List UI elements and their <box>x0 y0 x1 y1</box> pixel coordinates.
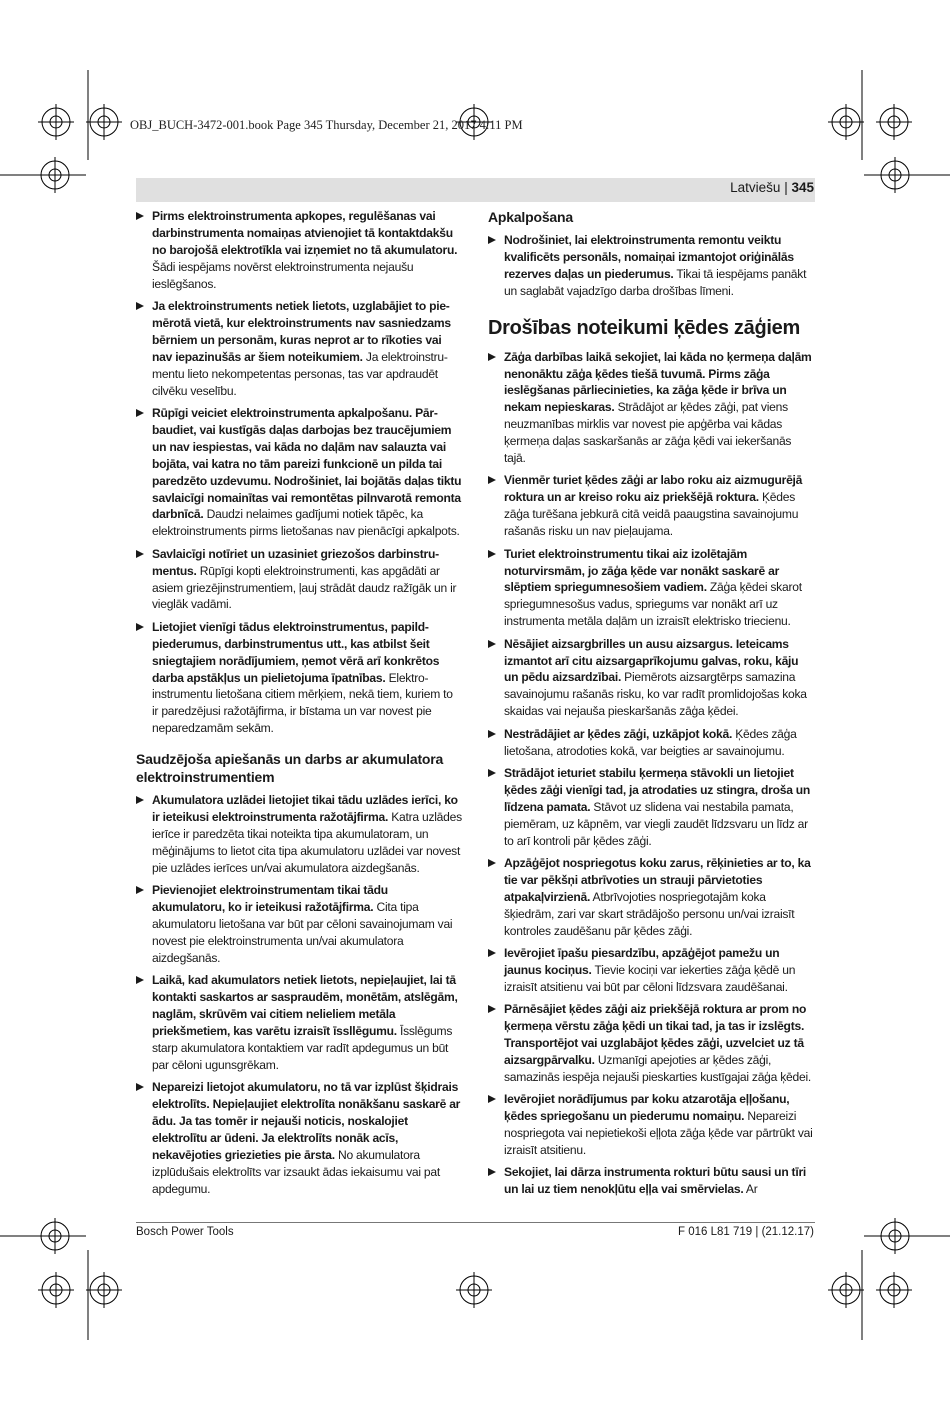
bullet-item <box>488 1091 814 1159</box>
bullet-triangle-icon <box>136 796 144 804</box>
bullet-bold-text: Nēsājiet aizsargbrilles un ausu aizsargus. Ieteicams izmantot arī citu aizsargaprīkojumu galvas, roku, kāju un pēdu aizsardzībai. <box>504 636 799 685</box>
bullet-bold-text: Nodrošiniet, lai elektroinstrumenta remontu veiktu kvalificēts personāls, nomaiņai izmantojot oriģinālās rezerves daļas un piederumus. <box>504 233 794 281</box>
bullet-triangle-icon <box>488 859 496 867</box>
header-band <box>136 178 815 202</box>
footer-brand: Bosch Power Tools <box>136 1226 234 1238</box>
bullet-bold-text: Ievērojiet norādījumus par koku atzarotāja eļļošanu, ķēdes spriegošanu un piederumu nomaiņu. <box>504 1092 790 1124</box>
bullet-bold-text: Nestrādājiet ar ķēdes zāģi, uzkāpjot kokā. <box>504 726 733 741</box>
bullet-item <box>488 1001 814 1086</box>
bullet-body-text: Nepareizi nospriegota vai nepietiekoši eļļota zāģa ķēde var pārtrūkt vai izraisīt atsitienu. <box>504 1109 813 1157</box>
registration-mark-icon <box>38 104 74 140</box>
page-number: 345 <box>791 180 814 195</box>
bullet-bold-text: Pārnēsājiet ķēdes zāģi aiz priekšējā roktura ar prom no ķermeņa vērstu zāģa ķēdi un tikai tad, ja tas ir izslēgts. Transportējot vai uzglabājot ķēdes zāģi, uzvelciet uz tā aizsargpārvalku. <box>504 1002 807 1067</box>
registration-mark-icon <box>38 1272 74 1308</box>
bullet-body-text: Strādājot ar ķēdes zāģi, pat viens neuzmanības mirklis var novest pie apģērba vai kādas ķermeņa daļas saskaršanās ar zāģa ķēdi vai iekeršanās tajā. <box>504 400 792 466</box>
bullet-body-text: Piemērots aizsargtērps samazina savainojumu rašanās risku, ko var radīt promlidojošas koka skaidas vai nejauša pieskaršanās zāģa ķēdei. <box>504 670 807 719</box>
bullet-item <box>136 619 462 737</box>
bullet-item <box>136 298 462 399</box>
bullet-triangle-icon <box>488 1005 496 1013</box>
bullet-triangle-icon <box>488 353 496 361</box>
bullet-bold-text: Strādājot ieturiet stabilu ķermeņa stāvokli un lietojiet ķēdes zāģi vienīgi tad, ja atrodaties uz stingra, droša un līdzena pamata. <box>504 765 811 814</box>
registration-mark-icon <box>828 104 864 140</box>
footer-rule <box>136 1222 815 1223</box>
header-separator: | <box>780 180 792 195</box>
bullet-bold-text: Nepareizi lietojot akumulatoru, no tā var izplūst šķidrais elektrolīts. Nepieļaujiet elektrolīta nonākšanu saskarē ar ādu. Ja tas tomēr ir nejauši noticis, noskalojiet elektrolītu ar ūdeni. Ja elektrolīts nonāk acīs, nekavējoties griezieties pie ārsta. <box>152 1080 461 1162</box>
bullet-bold-text: Pievienojiet elektroinstrumentam tikai tādu akumulatoru, ko ir ieteikusi ražotājfirma. <box>152 883 388 915</box>
bullet-body-text: Ķēdes zāģa lietošana, atrodoties kokā, var beigties ar savainojumu. <box>504 726 797 758</box>
bullet-triangle-icon <box>488 550 496 558</box>
bullet-body-text: Daudzi nelaimes gadījumi notiek tāpēc, ka elektroinstruments pirms lietošanas nav pienācīgi apkalpots. <box>152 507 460 539</box>
bullet-bold-text: Vienmēr turiet ķēdes zāģi ar labo roku aiz aizmugurējā roktura un ar kreiso roku aiz priekšējā roktura. <box>504 473 803 505</box>
bullet-body-text: Īsslēgums starp akumulatora kontaktiem var radīt apdegumus un būt par cēloni ugunsgrēkam. <box>152 1023 453 1072</box>
bullet-body-text: No akumulatora izplūdušais elektrolīts var izsaukt ādas iekaisumu vai pat apdegumu. <box>152 1147 440 1196</box>
bullet-item <box>488 636 814 721</box>
bullet-triangle-icon <box>136 302 144 310</box>
registration-mark-icon <box>86 104 122 140</box>
running-header <box>730 180 814 195</box>
bullet-item <box>488 855 814 940</box>
right-list-a <box>488 232 814 300</box>
bullet-item <box>488 765 814 850</box>
bullet-item <box>488 472 814 540</box>
bullet-item <box>136 546 462 614</box>
registration-mark-icon <box>37 157 73 193</box>
bullet-item <box>136 792 462 877</box>
bullet-body-text: Elektroinstrumentu lietošana citiem mērķiem, nekā tiem, kuriem to ir paredzējusi ražotājfirma, ir bīstama un var novest pie neparedzamām sekām. <box>152 670 453 736</box>
bullet-triangle-icon <box>136 976 144 984</box>
bullet-body-text: Katra uzlādes ierīce ir paredzēta tikai noteikta tipa akumulatoram, un mēģinājums to lietot cita tipa akumulatoru uzlādei var novest pie uzlādes ierīces un/vai akumulatora aizdegšanās. <box>152 810 462 875</box>
section-heading-chainsaw: Drošības noteikumi ķēdes zāģiem <box>488 316 800 339</box>
bullet-triangle-icon <box>136 212 144 220</box>
bullet-item <box>136 972 462 1073</box>
bullet-bold-text: Zāģa darbības laikā sekojiet, lai kāda no ķermeņa daļām nenonāktu zāģa ķēdes tiešā tuvumā. Pirms zāģa ieslēgšanas pārliecinieties, ka zāģa ķēde ir brīva un nekam nepieskaras. <box>504 349 812 415</box>
bullet-triangle-icon <box>488 236 496 244</box>
registration-mark-icon <box>37 1218 73 1254</box>
bullet-bold-text: Akumulatora uzlādei lietojiet tikai tādu uzlādes ierīci, ko ir ieteikusi elektroinstrumenta ražotājfirma. <box>152 793 458 825</box>
bullet-body-text: Tikai tā iespējams panākt un saglabāt vajadzīgo darba drošības līmeni. <box>504 266 807 298</box>
bullet-triangle-icon <box>488 640 496 648</box>
bullet-body-text: Tievie kociņi var iekerties zāģa ķēdē un izraisīt atsitienu vai būt par cēloni līdzsvara zaudēšanai. <box>504 962 796 994</box>
registration-mark-icon <box>86 1272 122 1308</box>
bullet-triangle-icon <box>488 769 496 777</box>
bullet-bold-text: Lietojiet vienīgi tādus elektroinstrumentus, papildpiederumus, darbinstrumentus utt., kas atbilst šeit sniegtajiem norādījumiem, ņemot vērā arī konkrētos darba apstākļus un pielietojuma īpatnības. <box>152 619 440 685</box>
bullet-body-text: Ja elektroinstrumentu lieto nekompetentas personas, tas var apdraudēt cilvēku veselību. <box>152 349 448 398</box>
bullet-item <box>488 945 814 996</box>
bullet-triangle-icon <box>136 409 144 417</box>
bullet-body-text: Atbrīvojoties nospriegotajām koka šķiedrām, zari var skart strādājošo personu un/vai izraisīt kontroles zaudēšanu pār ķēdes zāģi. <box>504 889 795 938</box>
right-list-b <box>488 349 814 1199</box>
bullet-bold-text: Turiet elektroinstrumentu tikai aiz izolētajām noturvirsmām, jo zāģa ķēde var nonākt saskarē ar slēptiem spriegumnesošiem vadiem. <box>504 546 780 595</box>
bullet-body-text: Ķēdes zāģa turēšana jebkurā citā veidā paaugstina savainojumu rašanās risku un nav pieļaujama. <box>504 490 799 539</box>
bullet-item <box>136 208 462 293</box>
left-list-b <box>136 792 462 1197</box>
bullet-body-text: Stāvot uz slidena vai nestabila pamata, piemēram, uz kāpnēm, var viegli zaudēt līdzsvaru un līdz ar to arī kontroli pār ķēdes zāģi. <box>504 799 808 848</box>
bullet-item <box>136 405 462 540</box>
bullet-item <box>136 882 462 967</box>
bullet-triangle-icon <box>136 886 144 894</box>
bullet-triangle-icon <box>136 550 144 558</box>
section-heading-battery: Saudzējoša apiešanās un darbs ar akumulatora elektroinstrumentiem <box>136 751 444 786</box>
bullet-triangle-icon <box>488 949 496 957</box>
bullet-body-text: Zāģa ķēdei skarot spriegumnesošus vadus, spriegums var nonākt arī uz instrumenta metāla daļām un izraisīt elektrisko triecienu. <box>504 580 802 629</box>
bullet-triangle-icon <box>136 1083 144 1091</box>
section-heading-service: Apkalpošana <box>488 209 573 225</box>
bullet-item <box>488 726 814 760</box>
footer-doc-code: F 016 L81 719 | (21.12.17) <box>678 1226 814 1238</box>
bullet-item <box>488 232 814 300</box>
right-column <box>488 208 814 1204</box>
header-language: Latviešu <box>730 180 781 195</box>
registration-mark-icon <box>877 157 913 193</box>
bullet-triangle-icon <box>488 1095 496 1103</box>
bullet-triangle-icon <box>488 1168 496 1176</box>
bullet-item <box>488 546 814 631</box>
bullet-item <box>136 1079 462 1197</box>
bullet-body-text: Ar <box>743 1182 758 1197</box>
bullet-bold-text: Ievērojiet īpašu piesardzību, apzāģējot pamežu un jaunus kociņus. <box>504 946 780 977</box>
bullet-body-text: Šādi iespējams novērst elektroinstrumenta nejaušu ieslēgšanos. <box>152 259 414 291</box>
bullet-triangle-icon <box>136 623 144 631</box>
bullet-item <box>488 1164 814 1198</box>
registration-mark-icon <box>456 1272 492 1308</box>
left-list-a <box>136 208 462 737</box>
bullet-body-text: Cita tipa akumulatoru lietošana var būt par cēloni savainojumam vai novest pie elektroinstrumenta un/vai akumulatora aizdegšanās. <box>152 900 453 965</box>
bullet-bold-text: Pirms elektroinstrumenta apkopes, regulēšanas vai darbinstrumenta nomaiņas atvienojiet tā kontaktdakšu no barojošā elektrotīkla vai izņemiet no tā akumulatoru. <box>152 209 458 257</box>
bullet-bold-text: Sekojiet, lai dārza instrumenta rokturi būtu sausi un tīri un lai uz tiem nenokļūtu eļļa vai smērvielas. <box>504 1165 807 1197</box>
bullet-bold-text: Savlaicīgi notīriet un uzasiniet griezošos darbinstrumentus. <box>152 546 440 578</box>
bullet-bold-text: Ja elektroinstruments netiek lietots, uzglabājiet to piemērotā vietā, kur elektroinstruments nav sasniedzams bērniem un personām, kuras neprot ar to rīkoties vai nav iepazinušās ar šiem noteikumiem. <box>152 299 451 364</box>
bullet-triangle-icon <box>488 730 496 738</box>
registration-mark-icon <box>877 1218 913 1254</box>
registration-mark-icon <box>876 104 912 140</box>
bullet-bold-text: Rūpīgi veiciet elektroinstrumenta apkalpošanu. Pārbaudiet, vai kustīgās daļas darbojas bez traucējumiem un nav iespiestas, vai kāda no daļām nav salauzta vai bojāta, vai katra no tām pareizi funkcionē un pilda tai paredzēto uzdevumu. Nodrošiniet, lai bojātās daļas tiktu savlaicīgi nomainītas vai remontētas pilnvarotā remonta darbnīcā. <box>152 405 462 522</box>
print-slug: OBJ_BUCH-3472-001.book Page 345 Thursday, December 21, 2017 4:11 PM <box>130 118 523 132</box>
registration-mark-icon <box>828 1272 864 1308</box>
bullet-body-text: Rūpīgi kopti elektroinstrumenti, kas apgādāti ar asiem griezējinstrumentiem, ļauj strādāt daudz ražīgāk un ir vieglāk vadāmi. <box>152 563 457 612</box>
bullet-body-text: Uzmanīgi apejoties ar ķēdes zāģi, samazinās iespēja nejauši pieskarties kustīgajai zāģa ķēdei. <box>504 1052 812 1084</box>
bullet-item <box>488 349 814 467</box>
bullet-bold-text: Laikā, kad akumulators netiek lietots, nepieļaujiet, lai tā kontakti saskartos ar saspraudēm, monētām, atslēgām, naglām, skrūvēm vai citiem nelieliem metāla priekšmetiem, kas varētu izraisīt īssllēgumu. <box>152 973 458 1038</box>
left-column <box>136 208 462 1203</box>
bullet-triangle-icon <box>488 476 496 484</box>
registration-mark-icon <box>876 1272 912 1308</box>
bullet-bold-text: Apzāģējot nospriegotus koku zarus, rēķinieties ar to, ka tie var pēkšņi atbrīvoties un strauji pārvietoties atpakaļvirzienā. <box>504 856 811 904</box>
